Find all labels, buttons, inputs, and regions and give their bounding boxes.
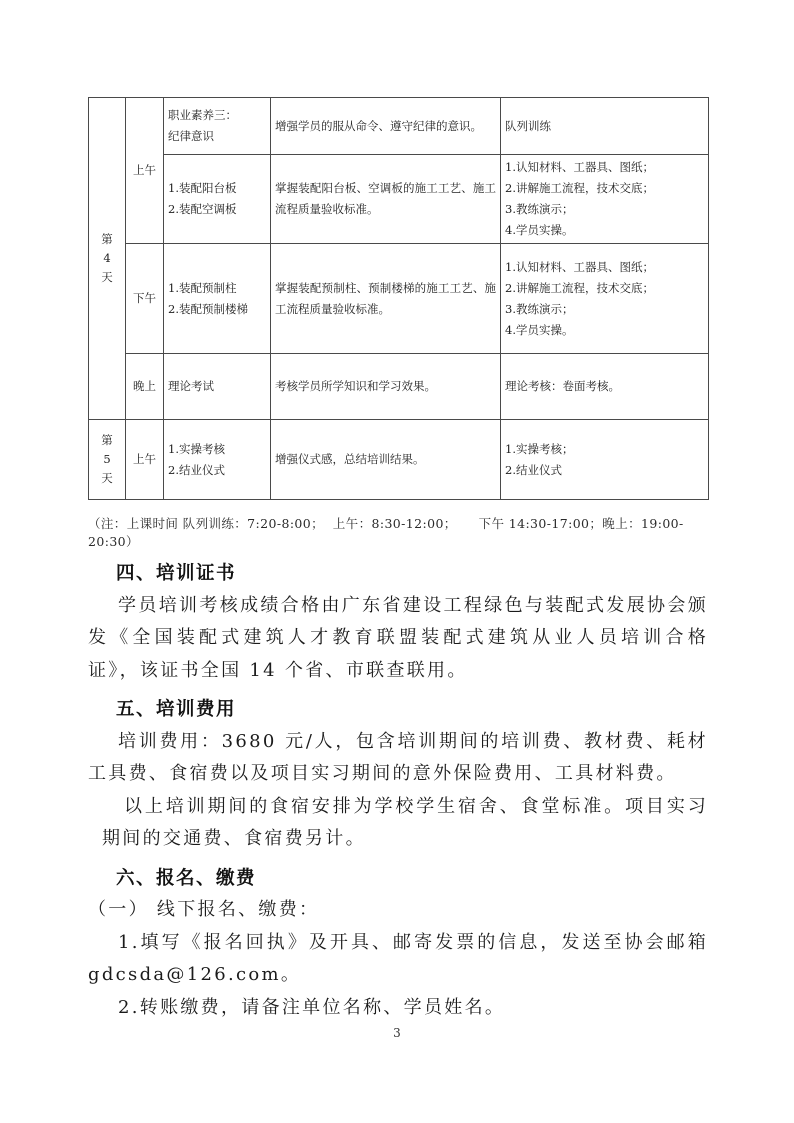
- day-line: 5: [103, 452, 111, 466]
- training-goal-cell: 掌握装配阳台板、空调板的施工工艺、施工流程质量验收标准。: [271, 155, 501, 244]
- course-schedule-table: [88, 97, 709, 500]
- day-line: 第: [101, 433, 113, 447]
- method-line: 4.学员实操。: [505, 322, 574, 337]
- method-line: 1.认知材料、工器具、图纸；: [505, 259, 654, 274]
- table-row: [89, 98, 709, 155]
- day-line: 天: [101, 270, 113, 284]
- section-heading-registration: 六、报名、缴费: [116, 866, 257, 888]
- schedule-time-note: （注：上课时间 队列训练：7:20-8:00； 上午：8:30-12:00； 下午 14:30-17:00；晚上：19:00-20:30）: [88, 516, 684, 549]
- method-line: 2.结业仪式: [505, 462, 562, 477]
- course-content-cell: [164, 98, 271, 155]
- table-row: [89, 155, 709, 244]
- training-method-cell: [501, 244, 709, 354]
- section-fees: [88, 693, 708, 856]
- paragraph: 2.转账缴费，请备注单位名称、学员姓名。: [118, 996, 506, 1018]
- training-method-cell: [501, 420, 709, 500]
- session-morning-cell: 上午: [126, 98, 164, 244]
- table-row: [89, 420, 709, 500]
- course-content-cell: [164, 420, 271, 500]
- training-goal-cell: 考核学员所学知识和学习效果。: [271, 354, 501, 420]
- content-line: 2.装配预制楼梯: [168, 301, 248, 316]
- method-line: 4.学员实操。: [505, 223, 574, 237]
- method-line: 1.实操考核；: [505, 441, 574, 456]
- day-line: 4: [103, 251, 111, 265]
- training-method-cell: [501, 98, 709, 155]
- content-line: 职业素养三：: [168, 108, 237, 122]
- content-line: 理论考试: [168, 379, 214, 393]
- table-row: [89, 354, 709, 420]
- paragraph: 学员培训考核成绩合格由广东省建设工程绿色与装配式发展协会颁发《全国装配式建筑人才教育联盟装配式建筑从业人员培训合格证》，该证书全国 14 个省、市联查联用。: [88, 594, 708, 681]
- paragraph: 以上培训期间的食宿安排为学校学生宿舍、食堂标准。项目实习期间的交通费、食宿费另计。: [102, 795, 708, 849]
- page-content: [88, 97, 708, 1024]
- method-line: 1.认知材料、工器具、图纸；: [505, 160, 654, 174]
- session-afternoon-cell: 下午: [126, 244, 164, 354]
- training-method-cell: [501, 155, 709, 244]
- course-content-cell: [164, 155, 271, 244]
- paragraph: 1.填写《报名回执》及开具、邮寄发票的信息，发送至协会邮箱gdcsda@126.com。: [88, 931, 708, 985]
- method-line: 2.讲解施工流程，技术交底；: [505, 181, 654, 195]
- day-5-cell: [89, 420, 126, 500]
- content-line: 2.装配空调板: [168, 202, 237, 216]
- section-heading-certificate: 四、培训证书: [116, 562, 237, 583]
- method-line: 队列训练: [505, 118, 551, 133]
- content-line: 2.结业仪式: [168, 462, 225, 477]
- day-line: 第: [101, 232, 113, 246]
- content-line: 1.装配预制柱: [168, 280, 237, 295]
- paragraph: 培训费用：3680 元/人，包含培训期间的培训费、教材费、耗材工具费、食宿费以及项目实习期间的意外保险费用、工具材料费。: [88, 730, 708, 784]
- method-line: 理论考核：卷面考核。: [505, 379, 620, 393]
- session-evening-cell: 晚上: [126, 354, 164, 420]
- course-content-cell: [164, 354, 271, 420]
- page-number: 3: [393, 1026, 401, 1040]
- content-line: 纪律意识: [168, 129, 214, 143]
- method-line: 3.教练演示；: [505, 301, 574, 316]
- day-4-cell: [89, 98, 126, 420]
- content-line: 1.装配阳台板: [168, 181, 237, 195]
- section-heading-fees: 五、培训费用: [116, 698, 237, 719]
- training-goal-cell: 掌握装配预制柱、预制楼梯的施工工艺、施工流程质量验收标准。: [271, 244, 501, 354]
- table-row: [89, 244, 709, 354]
- content-line: 1.实操考核: [168, 441, 225, 456]
- course-content-cell: [164, 244, 271, 354]
- section-certificate: [88, 557, 708, 687]
- method-line: 2.讲解施工流程，技术交底；: [505, 280, 654, 295]
- session-morning-cell: 上午: [126, 420, 164, 500]
- method-line: 3.教练演示；: [505, 202, 574, 216]
- day-line: 天: [101, 471, 113, 485]
- training-goal-cell: 增强学员的服从命令、遵守纪律的意识。: [271, 98, 501, 155]
- training-goal-cell: 增强仪式感，总结培训结果。: [271, 420, 501, 500]
- section-registration: [88, 862, 708, 1025]
- training-method-cell: [501, 354, 709, 420]
- paragraph: （一） 线下报名、缴费：: [88, 899, 320, 920]
